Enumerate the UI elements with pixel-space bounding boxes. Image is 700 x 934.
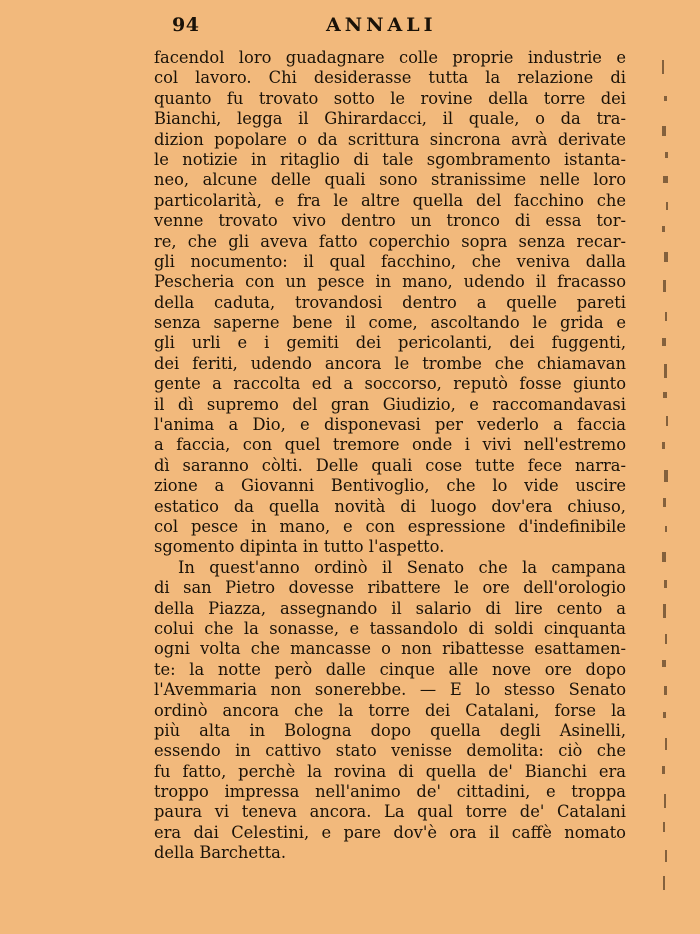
paragraph <box>154 48 626 558</box>
text-line: più alta in Bologna dopo quella degli Asinelli, <box>154 720 626 740</box>
text-line: facendol loro guadagnare colle proprie industrie e <box>154 48 626 67</box>
body-text <box>154 48 626 864</box>
text-line: l'Avemmaria non sonerebbe. — E lo stesso Senato <box>154 680 626 700</box>
text-line: gente a raccolta ed a soccorso, reputò fosse giunto <box>154 374 626 394</box>
text-line: dizion popolare o da scrittura sincrona avrà derivate <box>154 129 626 149</box>
text-line: il dì supremo del gran Giudizio, e raccomandavasi <box>154 394 626 414</box>
page-number: 94 <box>172 14 200 36</box>
text-line: a faccia, con quel tremore onde i vivi nell'estremo <box>154 435 626 455</box>
text-line: quanto fu trovato sotto le rovine della torre dei <box>154 88 626 108</box>
text-line: estatico da quella novità di luogo dov'era chiuso, <box>154 496 626 516</box>
text-line: ogni volta che mancasse o non ribattesse esattamen- <box>154 639 626 659</box>
text-line: col lavoro. Chi desiderasse tutta la relazione di <box>154 68 626 88</box>
text-line: della Barchetta. <box>154 843 287 863</box>
text-line: gli urli e i gemiti dei pericolanti, dei fuggenti, <box>154 333 626 353</box>
text-line: Bianchi, legga il Ghirardacci, il quale, o da tra- <box>154 109 626 129</box>
text-line: di san Pietro dovesse ribattere le ore dell'orologio <box>154 578 626 598</box>
text-line: della Piazza, assegnando il salario di lire cento a <box>154 598 626 618</box>
text-line: Pescheria con un pesce in mano, udendo il fracasso <box>154 272 626 292</box>
text-line: zione a Giovanni Bentivoglio, che lo vide uscire <box>154 476 626 496</box>
text-line: ordinò ancora che la torre dei Catalani, forse la <box>154 700 626 720</box>
text-line: re, che gli aveva fatto coperchio sopra senza recar- <box>154 231 626 251</box>
text-line: paura vi teneva ancora. La qual torre de' Catalani <box>154 802 626 822</box>
text-line: gli nocumento: il qual facchino, che veniva dalla <box>154 251 626 271</box>
text-line: l'anima a Dio, e disponevasi per vederlo a faccia <box>154 415 626 435</box>
text-line: sgomento dipinta in tutto l'aspetto. <box>154 537 445 557</box>
paragraph <box>154 558 626 864</box>
text-line: neo, alcune delle quali sono stranissime nelle loro <box>154 170 626 190</box>
text-line: venne trovato vivo dentro un tronco di essa tor- <box>154 211 626 231</box>
text-line: senza saperne bene il come, ascoltando le grida e <box>154 313 626 333</box>
text-line: dì saranno còlti. Delle quali cose tutte fece narra- <box>154 455 626 475</box>
text-line: In quest'anno ordinò il Senato che la campana <box>178 557 626 577</box>
text-line: le notizie in ritaglio di tale sgombramento istanta- <box>154 149 626 169</box>
text-line: troppo impressa nell'animo de' cittadini, e troppa <box>154 782 626 802</box>
text-line: colui che la sonasse, e tassandolo di soldi cinquanta <box>154 618 626 638</box>
text-line: fu fatto, perchè la rovina di quella de' Bianchi era <box>154 761 626 781</box>
text-line: essendo in cattivo stato venisse demolita: ciò che <box>154 741 626 761</box>
text-line: dei feriti, udendo ancora le trombe che chiamavan <box>154 353 626 373</box>
running-title: ANNALI <box>326 14 437 36</box>
facing-page-bleed <box>654 56 678 896</box>
text-line: te: la notte però dalle cinque alle nove ore dopo <box>154 659 626 679</box>
text-line: era dai Celestini, e pare dov'è ora il caffè nomato <box>154 822 626 842</box>
text-line: della caduta, trovandosi dentro a quelle pareti <box>154 292 626 312</box>
text-line: particolarità, e fra le altre quella del facchino che <box>154 190 626 210</box>
text-line: col pesce in mano, e con espressione d'indefinibile <box>154 516 626 536</box>
